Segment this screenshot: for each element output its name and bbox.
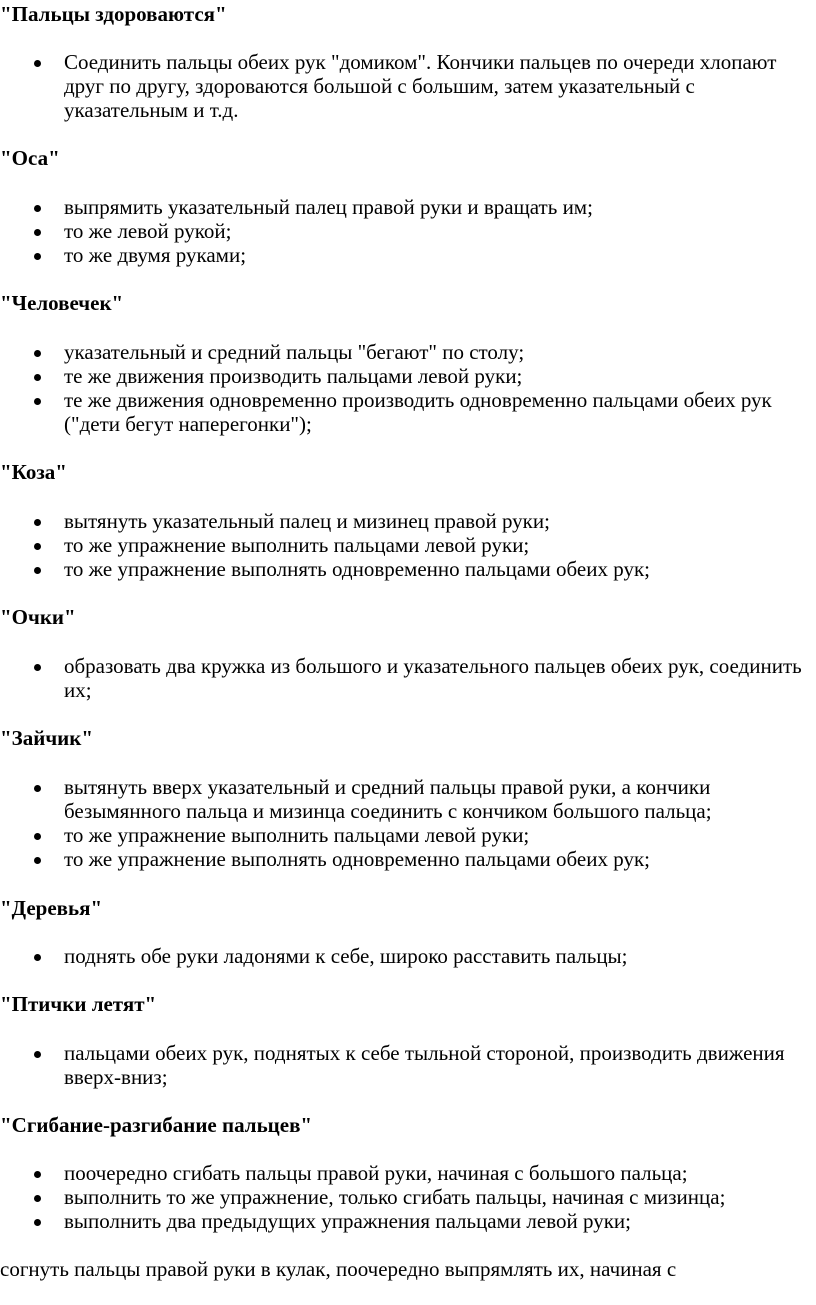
list-item: те же движения производить пальцами левой руки; <box>64 364 804 388</box>
list-item: то же упражнение выполнять одновременно пальцами обеих рук; <box>64 847 804 871</box>
list-item: те же движения одновременно производить одновременно пальцами обеих рук ("дети бегут наперегонки"); <box>64 388 804 436</box>
list-item: Соединить пальцы обеих рук "домиком". Кончики пальцев по очереди хлопают друг по другу, здороваются большой с большим, затем указательный с указательным и т.д. <box>64 50 804 122</box>
section-title-osa: "Оса" <box>0 146 60 170</box>
list-item: пальцами обеих рук, поднятых к себе тыльной стороной, производить движения вверх-вниз; <box>64 1041 804 1089</box>
section-title-palcy-zdorovayutsya: "Пальцы здороваются" <box>0 2 227 26</box>
list-item: вытянуть указательный палец и мизинец правой руки; <box>64 509 804 533</box>
section-title-koza: "Коза" <box>0 460 67 484</box>
list-item: выполнить то же упражнение, только сгибать пальцы, начиная с мизинца; <box>64 1185 804 1209</box>
list-item: указательный и средний пальцы "бегают" по столу; <box>64 340 804 364</box>
list-item: выполнить два предыдущих упражнения пальцами левой руки; <box>64 1209 804 1233</box>
section-title-zaychik: "Зайчик" <box>0 726 94 750</box>
list-item: то же упражнение выполнить пальцами левой руки; <box>64 533 804 557</box>
section-title-chelovechek: "Человечек" <box>0 291 124 315</box>
list-item: поочередно сгибать пальцы правой руки, начиная с большого пальца; <box>64 1161 804 1185</box>
list-item: то же двумя руками; <box>64 243 804 267</box>
list-item: вытянуть вверх указательный и средний пальцы правой руки, а кончики безымянного пальца и мизинца соединить с кончиком большого пальца; <box>64 775 804 823</box>
section-title-sgibanie-razgibanie: "Сгибание-разгибание пальцев" <box>0 1113 313 1137</box>
list-item: то же упражнение выполнять одновременно пальцами обеих рук; <box>64 557 804 581</box>
section-title-ochki: "Очки" <box>0 605 76 629</box>
list-item: то же левой рукой; <box>64 219 804 243</box>
section-title-derevya: "Деревья" <box>0 896 103 920</box>
trailing-paragraph: согнуть пальцы правой руки в кулак, поочередно выпрямлять их, начиная с <box>0 1257 677 1281</box>
section-title-ptichki-letyat: "Птички летят" <box>0 992 157 1016</box>
list-item: поднять обе руки ладонями к себе, широко расставить пальцы; <box>64 944 804 968</box>
list-item: выпрямить указательный палец правой руки и вращать им; <box>64 195 804 219</box>
list-item: образовать два кружка из большого и указательного пальцев обеих рук, соединить их; <box>64 654 804 702</box>
list-item: то же упражнение выполнить пальцами левой руки; <box>64 823 804 847</box>
